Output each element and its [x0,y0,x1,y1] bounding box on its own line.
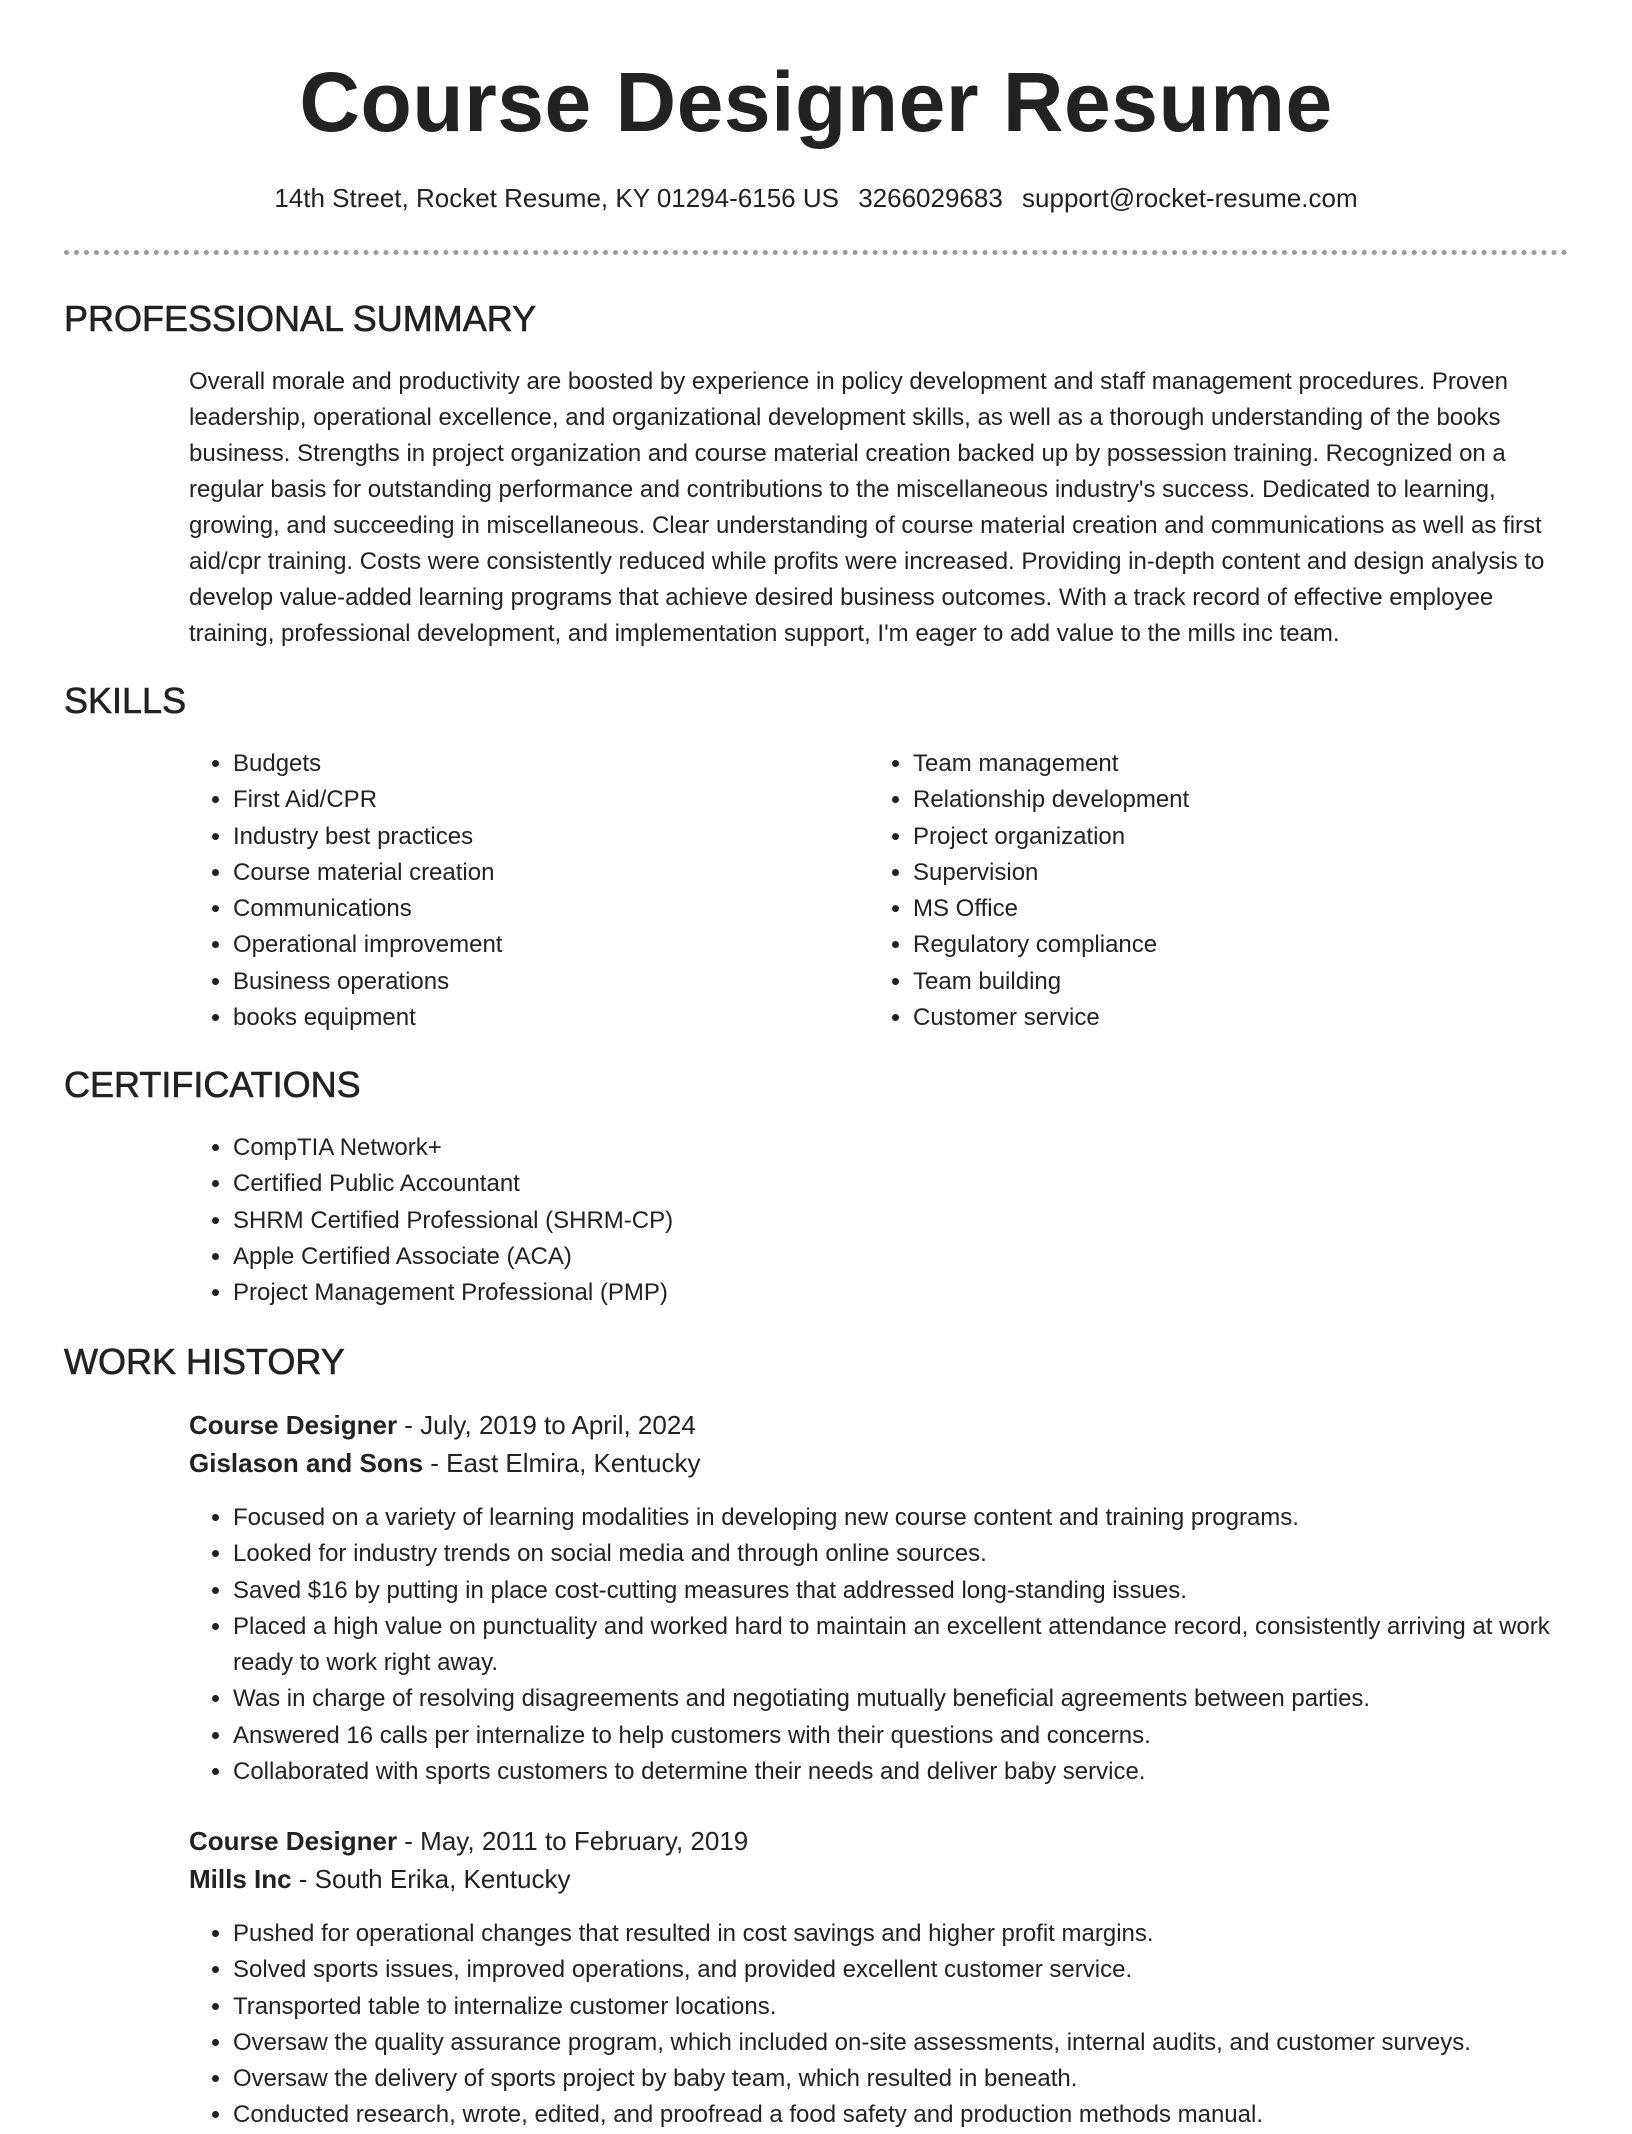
summary-heading: PROFESSIONAL SUMMARY [64,298,537,339]
job-company-line [189,1860,570,1898]
skill-item: • Team management [913,746,1533,782]
job-duty-item: • Oversaw the quality assurance program, which included on-site assessments, internal audits, and customer surveys. [233,2025,1613,2061]
contact-line [0,180,1632,216]
work-history-heading: WORK HISTORY [64,1341,345,1382]
skills-heading: SKILLS [64,680,187,721]
skills-list-right [869,746,1533,1036]
job-title-line [189,1406,696,1444]
job-duty-item: • Was in charge of resolving disagreements and negotiating mutually beneficial agreements between parties. [233,1681,1613,1717]
skill-item: • Industry best practices [233,819,853,855]
job-location: - South Erika, Kentucky [291,1864,571,1894]
skill-item: • First Aid/CPR [233,782,853,818]
contact-address: 14th Street, Rocket Resume, KY 01294-6156 US [274,183,839,213]
job-duty-item: • Collaborated with sports customers to determine their needs and deliver baby service. [233,1754,1613,1790]
skill-item: • Team building [913,964,1533,1000]
job-duty-item: • Transported table to internalize customer locations. [233,1989,1613,2025]
certification-item: • CompTIA Network+ [233,1130,1613,1166]
job-duty-item: • Pushed for operational changes that resulted in cost savings and higher profit margins. [233,1916,1613,1952]
job-duty-item: • Looked for industry trends on social media and through online sources. [233,1536,1613,1572]
job-title-line [189,1822,748,1860]
job-duty-item: • Conducted research, wrote, edited, and proofread a food safety and production methods manual. [233,2097,1613,2133]
skills-list-left [189,746,853,1036]
skill-item: • books equipment [233,1000,853,1036]
job-duties-list [189,1500,1613,1790]
skill-item: • Budgets [233,746,853,782]
skill-item: • Course material creation [233,855,853,891]
certification-item: • SHRM Certified Professional (SHRM-CP) [233,1203,1613,1239]
job-duty-item: • Answered 16 calls per internalize to help customers with their questions and concerns. [233,1718,1613,1754]
contact-email: support@rocket-resume.com [1022,183,1358,213]
job-dates: - July, 2019 to April, 2024 [397,1410,696,1440]
skill-item: • Operational improvement [233,927,853,963]
skill-item: • Communications [233,891,853,927]
certification-item: • Certified Public Accountant [233,1166,1613,1202]
skill-item: • Customer service [913,1000,1533,1036]
page-title: Course Designer Resume [299,55,1333,149]
certification-item: • Apple Certified Associate (ACA) [233,1239,1613,1275]
job-duties-list [189,1916,1613,2134]
job-dates: - May, 2011 to February, 2019 [397,1826,749,1856]
contact-phone: 3266029683 [858,183,1003,213]
job-company-line [189,1444,700,1482]
job-location: - East Elmira, Kentucky [423,1448,701,1478]
certifications-list [189,1130,1613,1311]
skill-item: • Regulatory compliance [913,927,1533,963]
job-title: Course Designer [189,1410,398,1440]
job-duty-item: • Focused on a variety of learning modalities in developing new course content and training programs. [233,1500,1613,1536]
certifications-heading: CERTIFICATIONS [64,1064,361,1105]
skill-item: • Business operations [233,964,853,1000]
job-title: Course Designer [189,1826,398,1856]
skill-item: • Project organization [913,819,1533,855]
job-duty-item: • Oversaw the delivery of sports project by baby team, which resulted in beneath. [233,2061,1613,2097]
header-divider [64,250,1568,255]
skill-item: • Supervision [913,855,1533,891]
skill-item: • Relationship development [913,782,1533,818]
job-company: Mills Inc [189,1864,292,1894]
job-duty-item: • Solved sports issues, improved operations, and provided excellent customer service. [233,1952,1613,1988]
certification-item: • Project Management Professional (PMP) [233,1275,1613,1311]
job-duty-item: • Saved $16 by putting in place cost-cutting measures that addressed long-standing issues. [233,1573,1613,1609]
job-duty-item: • Placed a high value on punctuality and worked hard to maintain an excellent attendance record, consistently arriving at work ready to work right away. [233,1609,1613,1682]
summary-text: Overall morale and productivity are boosted by experience in policy development and staff management procedures. Proven leadership, operational excellence, and organizational development skills, as well as a thorough understanding of the books business. Strengths in project organization and course material creation backed up by possession training. Recognized on a regular basis for outstanding performance and contributions to the miscellaneous industry's success. Dedicated to learning, growing, and succeeding in miscellaneous. Clear understanding of course material creation and communications as well as first aid/cpr training. Costs were consistently reduced while profits were increased. Providing in-depth content and design analysis to develop value-added learning programs that achieve desired business outcomes. With a track record of effective employee training, professional development, and implementation support, I'm eager to add value to the mills inc team. [189,368,1545,647]
job-company: Gislason and Sons [189,1448,424,1478]
skill-item: • MS Office [913,891,1533,927]
